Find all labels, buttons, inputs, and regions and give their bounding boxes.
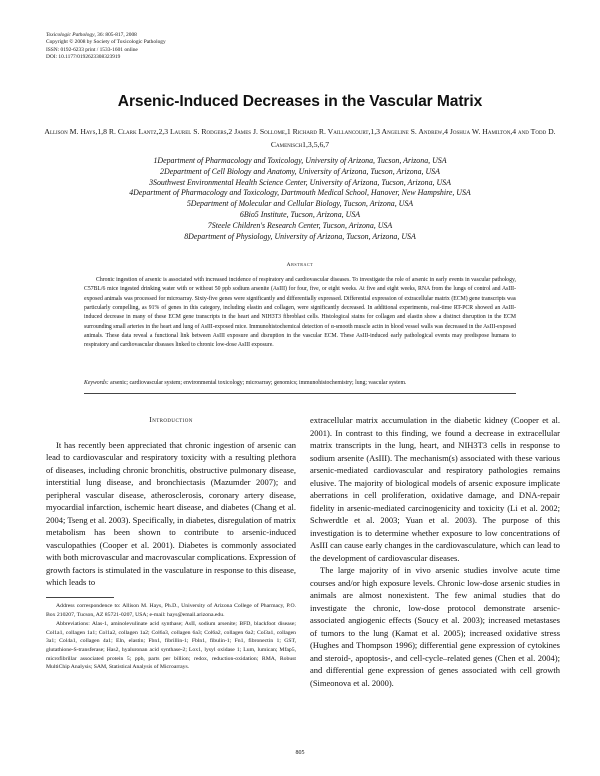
abstract-divider bbox=[84, 393, 516, 394]
affiliation: 1Department of Pharmacology and Toxicology, University of Arizona, Tucson, Arizona, USA bbox=[153, 156, 447, 165]
right-column bbox=[310, 414, 560, 689]
journal-header bbox=[46, 32, 166, 61]
keywords-list: arsenic; cardiovascular system; environmental toxicology; microarray; genomics; immunohistochemistry; lung; vascular system. bbox=[110, 380, 407, 386]
affiliation: 2Department of Cell Biology and Anatomy, University of Arizona, Tucson, Arizona, USA bbox=[160, 166, 440, 176]
author-list: Allison M. Hays,1,8 R. Clark Lantz,2,3 Laurel S. Rodgers,2 James J. Sollome,1 Richard R. Vaillancourt,1,3 Angeline S. Andrew,4 Joshua W. Hamilton,4 and Todd D. Camenisch1,3,5,6,7 bbox=[44, 127, 556, 149]
keywords-label: Keywords: bbox=[84, 380, 109, 386]
article-title: Arsenic-Induced Decreases in the Vascular Matrix bbox=[117, 93, 483, 110]
affiliations bbox=[40, 156, 560, 242]
left-column bbox=[46, 414, 296, 589]
body-paragraph: extracellular matrix accumulation in the diabetic kidney (Cooper et al. 2001). In contrast to this finding, we found a decrease in extracellular matrix transcripts in the lung, heart, and NIH3T3 cells in response to sodium arsenite (AsIII). The mechanism(s) associated with these various arsenic-mediated cardiovascular and respiratory pathologies remains elusive. The majority of biological models of arsenic exposure implicate aberrations in cell proliferation, oxidative damage, and DNA-repair fidelity in arsenic-mediated carcinogenicity and toxicity (Li et al. 2002; Schwerdtle et al. 2003; Yuan et al. 2003). The purpose of this investigation is to determine whether exposure to low concentrations of AsIII can cause early changes in the cardiovasculature, which can lead to the development of cardiovascular diseases. bbox=[310, 415, 560, 563]
abstract-heading: Abstract bbox=[286, 262, 314, 268]
affiliation: 7Steele Children's Research Center, Tucson, Arizona, USA bbox=[207, 220, 393, 230]
affiliation: 8Department of Physiology, University of Arizona, Tucson, Arizona, USA bbox=[184, 231, 416, 241]
affiliation: 3Southwest Environmental Health Science Center, University of Arizona, Tucson, Arizona, USA bbox=[149, 177, 451, 187]
page-number: 805 bbox=[295, 750, 305, 756]
affiliation: 4Department of Pharmacology and Toxicology, Dartmouth Medical School, Hanover, New Hampshire, USA bbox=[129, 188, 471, 198]
correspondence-footnote: Address correspondence to: Allison M. Hays, Ph.D., University of Arizona College of Pharmacy, P.O. Box 210207, Tucson, AZ 85721-0207, USA; e-mail: hays@email.arizona.edu. bbox=[46, 603, 296, 618]
body-paragraph: It has recently been appreciated that chronic ingestion of arsenic can lead to cardiovascular and respiratory toxicity with a resulting plethora of diseases, including chronic bronchitis, obstructive pulmonary disease, interstitial lung disease, and bronchiectasis (Mazumder 2007); and peripheral vascular disease, atherosclerosis, coronary artery disease, myocardial infarction, ischemic heart disease, and diabetes (Chang et al. 2004; Tseng et al. 2003). Specifically, in diabetes, disregulation of matrix metabolism has been shown to contribute to arsenic-induced vasculopathies (Cooper et al. 2001). Diabetes is commonly associated with both microvascular and macrovascular complications. Expression of growth factors is stimulated in the vasculature in response to this disease, which leads to bbox=[46, 439, 296, 587]
journal-name: Toxicologic Pathology bbox=[46, 32, 95, 38]
issn-line: ISSN: 0192-6233 print / 1533-1601 online bbox=[46, 46, 138, 53]
footnote-divider bbox=[46, 597, 114, 598]
doi-line: DOI: 10.1177/0192623308323919 bbox=[46, 53, 121, 60]
affiliation: 5Department of Molecular and Cellular Biology, Tucson, Arizona, USA bbox=[186, 199, 414, 209]
abstract-text: Chronic ingestion of arsenic is associated with increased incidence of respiratory and cardiovascular diseases. To investigate the role of arsenic in early events in vascular pathology, C57BL/6 mice ingested drinking water with or without 50 ppb sodium arsenite (AsIII) for four, five, or eight weeks. At five and eight weeks, RNA from the lungs of control and AsIII-exposed animals was processed for microarray. Sixty-five genes were significantly and differentially expressed. Differential expression of extracellular matrix (ECM) gene transcripts was particularly compelling, as 91% of genes in this category, including elastin and collagen, were significantly decreased. In additional experiments, real-time RT-PCR showed an AsIII-induced decrease in many of these ECM gene transcripts in the heart and NIH3T3 fibroblast cells. Histological stains for collagen and elastin show a distinct disruption in the ECM surrounding small arteries in the heart and lung of AsIII-exposed mice. Immunohistochemical detection of α-smooth muscle actin in blood vessel walls was decreased in the AsIII-exposed animals. These data reveal a functional link between AsIII exposure and disruption in the vascular ECM. These AsIII-induced early pathological events may predispose humans to respiratory and cardiovascular diseases linked to chronic low-dose AsIII exposure. bbox=[84, 277, 516, 349]
journal-volume: , 36: 805-817, 2008 bbox=[94, 32, 137, 38]
copyright-line: Copyright © 2008 by Society of Toxicologic Pathology bbox=[46, 39, 166, 46]
footnotes bbox=[46, 602, 296, 673]
keywords bbox=[84, 379, 544, 388]
affiliation: 6Bio5 Institute, Tucson, Arizona, USA bbox=[239, 209, 361, 219]
body-paragraph: The large majority of in vivo arsenic studies involve acute time courses and/or high exposure levels. Chronic low-dose arsenic studies in animals are almost nonexistent. The few animal studies that do investigate the chronic, low-dose protocol demonstrate arsenic-associated angiogenic effects (Soucy et al. 2003); increased metastases of tumors to the lung (Kamat et al. 2005); increased oxidative stress (Hughes and Thompson 1996); differential gene expression of cytokines and steroid-, apoptosis-, and cell-cycle–related genes (Chen et al. 2004); and differential gene expression of genes associated with cell growth (Simeonova et al. 2000). bbox=[310, 565, 560, 688]
introduction-heading: Introduction bbox=[149, 415, 193, 424]
abbreviations-footnote: Abbreviations: Alas-1, aminolevulinate acid synthase; AsII, sodium arsenite; BFD, blackfoot disease; Col1a1, collagen 1a1; Col1a2, collagen 1a2; Col6a3, collagen 6a3; Col6a2, collagen 6a2; Col3a1, collagen 3a1; Col4a1, collagen 4a1; Eln, elastin; Fbn1, fibrillin-1; Fbln1, fibulin-1; Fn1, fibronectin 1; GST, glutathione-S-transferase; Has2, hyaluronan acid synthase-2; Lox1, lysyl oxidase 1; Lum, lumican; Mfap5, microfibrillar associated protein 5; ppb, parts per billion; redox, reduction-oxidation; RMA, Robust MultiChip Analysis; SAM, Statistical Analysis of Microarrays. bbox=[46, 621, 296, 671]
